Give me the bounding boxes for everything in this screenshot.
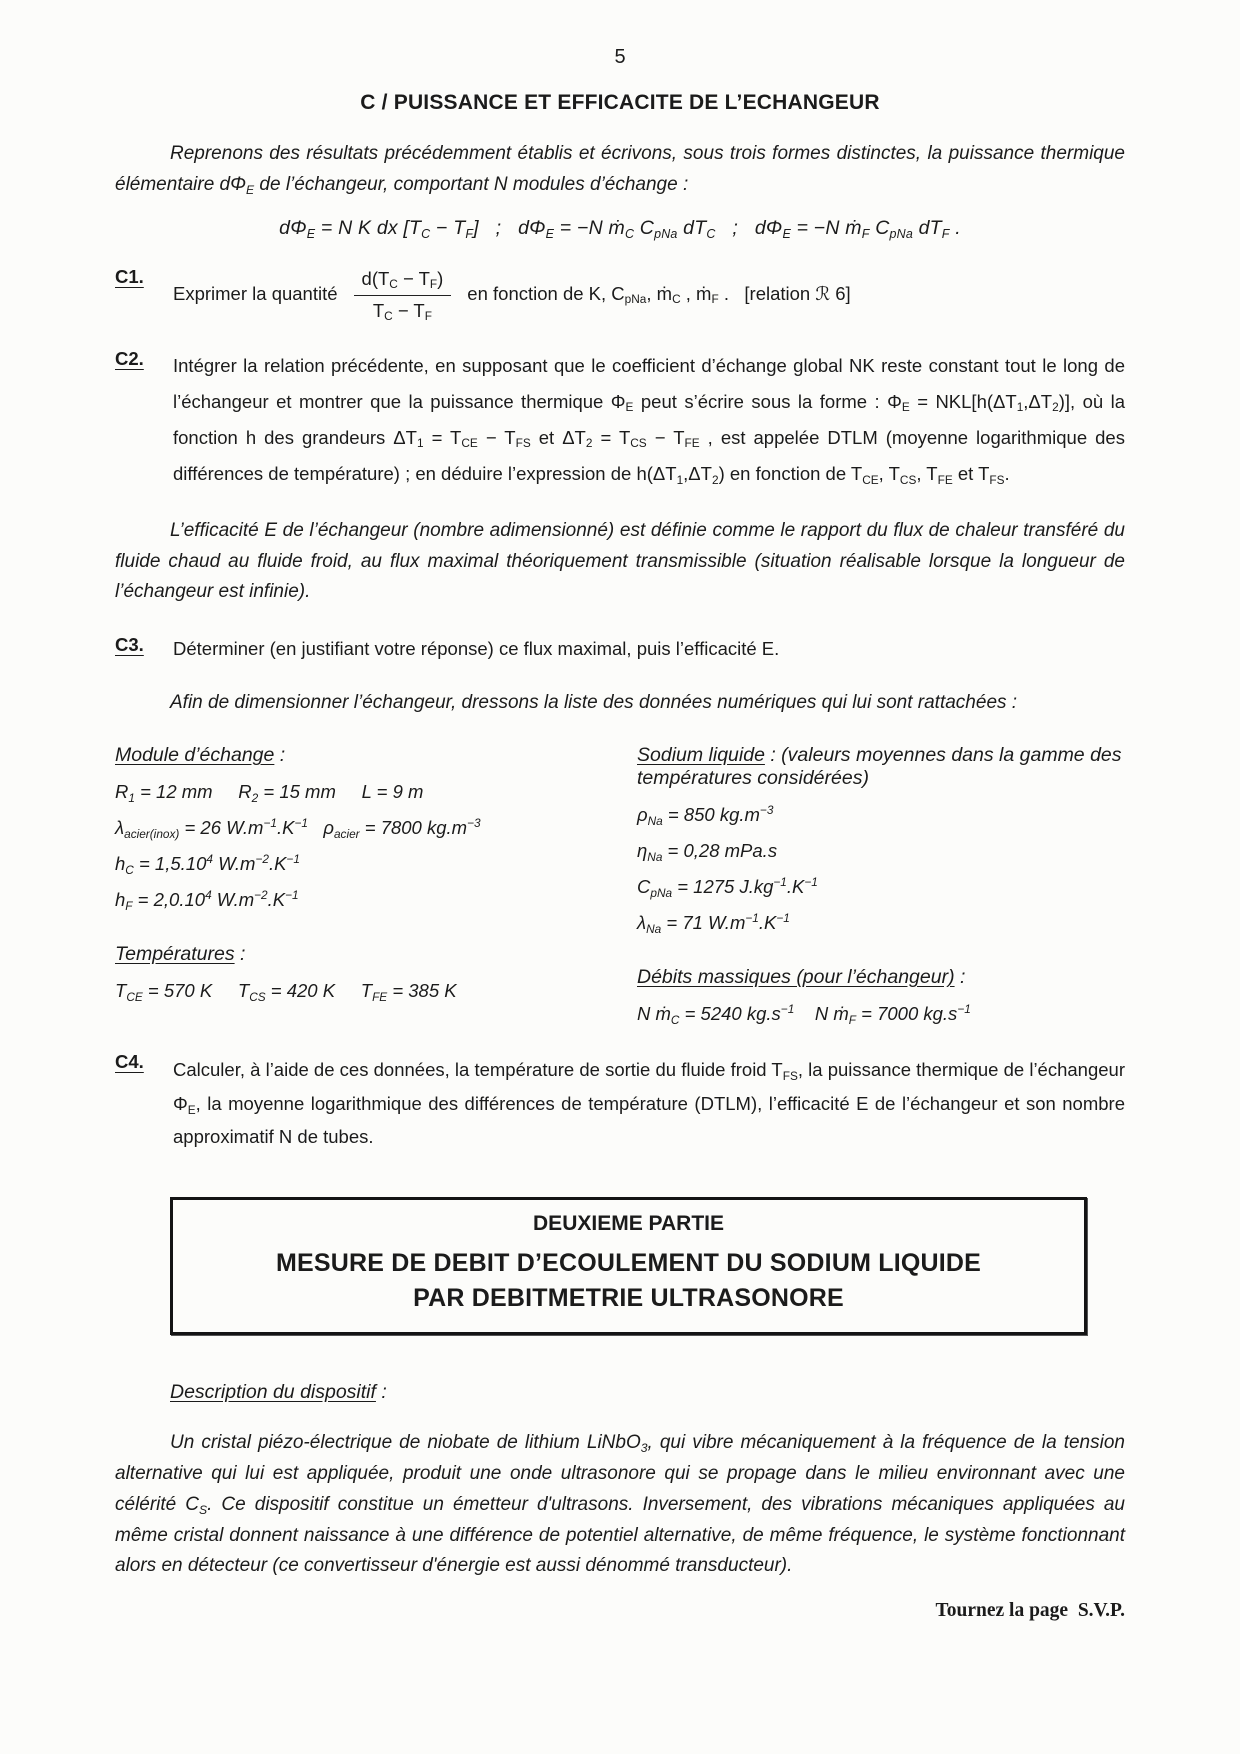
- sodium-heading: Sodium liquide : (valeurs moyennes dans la gamme des températures considérées): [637, 744, 1122, 790]
- question-c1-label: C1.: [115, 265, 144, 287]
- data-line-radii-length: $R_1 = 12$ mm $R_2 = 15$ mm L = 9 m: [115, 781, 424, 806]
- device-description-paragraph: Un cristal piézo-électrique de niobate de lithium LiNbO$_3$, qui vibre mécaniquement à la fréquence de la tension alternative qui lui est appliquée, produit une onde ultrasonore qui se propage dans le milieu environnant avec une célérité $C_S$. Ce dispositif constitue un émetteur d'ultrasons. Inversement, des vibrations mécaniques appliquées au même cristal donnent naissance à une différence de potentiel alternative, de même fréquence, le système fonctionnant alors en détecteur (ce convertisseur d'énergie est aussi dénommé transducteur).: [115, 1432, 1125, 1577]
- device-description-heading: Description du dispositif :: [170, 1381, 387, 1404]
- data-line-lambda-na: $\lambda_{Na} = 71$ $W.m^{-1}.K^{-1}$: [637, 911, 790, 937]
- question-c2: [115, 348, 1125, 492]
- part-two-title-box: [170, 1197, 1087, 1335]
- question-c2-label: C2.: [115, 347, 144, 369]
- c1-fraction-denominator: $T_C - T_F$: [372, 299, 432, 324]
- data-line-rho-na: $\rho_{Na} = 850$ $kg.m^{-3}$: [637, 803, 774, 829]
- temperatures-heading: Températures :: [115, 943, 246, 966]
- efficiency-definition-paragraph: L’efficacité E de l’échangeur (nombre adimensionné) est définie comme le rapport du flux de chaleur transféré du fluide chaud au fluide froid, au flux maximal théoriquement transmissible (situation réalisable lorsque la longueur de l’échangeur est infinie).: [115, 519, 1125, 603]
- mass-flow-heading: Débits massiques (pour l’échangeur) :: [637, 966, 966, 989]
- question-c3-body: Déterminer (en justifiant votre réponse) ce flux maximal, puis l’efficacité E.: [173, 638, 780, 660]
- c1-fraction-numerator: $d(T_C - T_F)$: [354, 266, 452, 296]
- section-title: C / PUISSANCE ET EFFICACITE DE L’ECHANGEUR: [360, 91, 880, 114]
- question-c3-label: C3.: [115, 634, 144, 656]
- turn-page-notice: Tournez la page S.V.P.: [935, 1600, 1125, 1622]
- c1-fraction: [354, 266, 452, 322]
- page-number: 5: [614, 46, 626, 68]
- question-c3: [115, 634, 1125, 664]
- question-c4-body: Calculer, à l’aide de ces données, la température de sortie du fluide froid $T_{FS}$, la puissance thermique de l’échangeur $\Phi_E$, la moyenne logarithmique des différences de température (DTLM), l’efficacité E de l’échangeur et son nombre approximatif N de tubes.: [173, 1059, 1125, 1148]
- data-line-hf: $h_F = 2,0.10^4$ $W.m^{-2}.K^{-1}$: [115, 888, 299, 914]
- part-two-title-line2: PAR DEBITMETRIE ULTRASONORE: [413, 1284, 844, 1313]
- data-line-eta-na: $\eta_{Na} = 0,28$ mPa.s: [637, 840, 778, 865]
- question-c4-label: C4.: [115, 1051, 144, 1073]
- data-line-hc: $h_C = 1,5.10^4$ $W.m^{-2}.K^{-1}$: [115, 852, 300, 878]
- data-column-left: [115, 744, 603, 1025]
- part-two-kicker: DEUXIEME PARTIE: [533, 1212, 724, 1236]
- question-c1-body: [173, 266, 1125, 322]
- intro-paragraph: Reprenons des résultats précédemment établis et écrivons, sous trois formes distinctes, la puissance thermique élémentaire $d\Phi_E$ de l’échangeur, comportant N modules d’échange :: [115, 143, 1125, 197]
- c1-text-before: Exprimer la quantité: [173, 282, 338, 304]
- module-heading: Module d’échange :: [115, 744, 286, 767]
- question-c2-body: Intégrer la relation précédente, en supposant que le coefficient d’échange global NK reste constant tout le long de l’échangeur et montrer que la puissance thermique $\Phi_E$ peut s’écrire sous la forme : $\Phi_E = NKL[h(\Delta T_1,\Delta T_2)]$, où la fonction h des grandeurs $\Delta T_1 = T_{CE} - T_{FS}$ et $\Delta T_2 = T_{CS} - T_{FE}$ , est appelée DTLM (moyenne logarithmique des différences de température) ; en déduire l’expression de $h(\Delta T_1,\Delta T_2)$ en fonction de $T_{CE}$, $T_{CS}$, $T_{FE}$ et $T_{FS}$.: [173, 354, 1125, 487]
- data-column-right: [637, 744, 1125, 1028]
- elementary-power-equations: $d\Phi_E = N$ K dx $[T_C - T_F]$ ; $d\Phi_E = -N$ ṁ$_C$ $C_{pNa}$ $dT_C$ ; $d\Phi_E = -N$ ṁ$_F$ $C_{pNa}$ $dT_F$ .: [279, 216, 961, 241]
- data-line-cp-na: $C_{pNa} = 1275$ $J.kg^{-1}.K^{-1}$: [637, 875, 818, 901]
- data-list-intro-paragraph: Afin de dimensionner l’échangeur, dressons la liste des données numériques qui lui sont rattachées :: [170, 691, 1018, 713]
- c1-text-after: en fonction de K, $C_{pNa}$, ṁ$_C$ , ṁ$_F$ . [relation ℛ 6]: [467, 282, 851, 307]
- part-two-title-line1: MESURE DE DEBIT D’ECOULEMENT DU SODIUM LIQUIDE: [275, 1249, 982, 1278]
- data-line-lambda-rho: $\lambda_{acier(inox)} = 26$ $W.m^{-1}.K^{-1}$ $\rho_{acier} = 7800$ $kg.m^{-3}$: [115, 816, 481, 842]
- data-line-mass-flows: N ṁ$_C$ = 5240 $kg.s^{-1}$ N ṁ$_F$ = 7000 $kg.s^{-1}$: [637, 1002, 971, 1028]
- part-two-title: [187, 1246, 1070, 1316]
- numeric-data-sheet: [115, 744, 1125, 1028]
- question-c4: [115, 1051, 1125, 1153]
- data-line-temperatures: $T_{CE} = 570$ K $T_{CS} = 420$ K $T_{FE} = 385$ K: [115, 980, 457, 1005]
- question-c1: [115, 266, 1125, 322]
